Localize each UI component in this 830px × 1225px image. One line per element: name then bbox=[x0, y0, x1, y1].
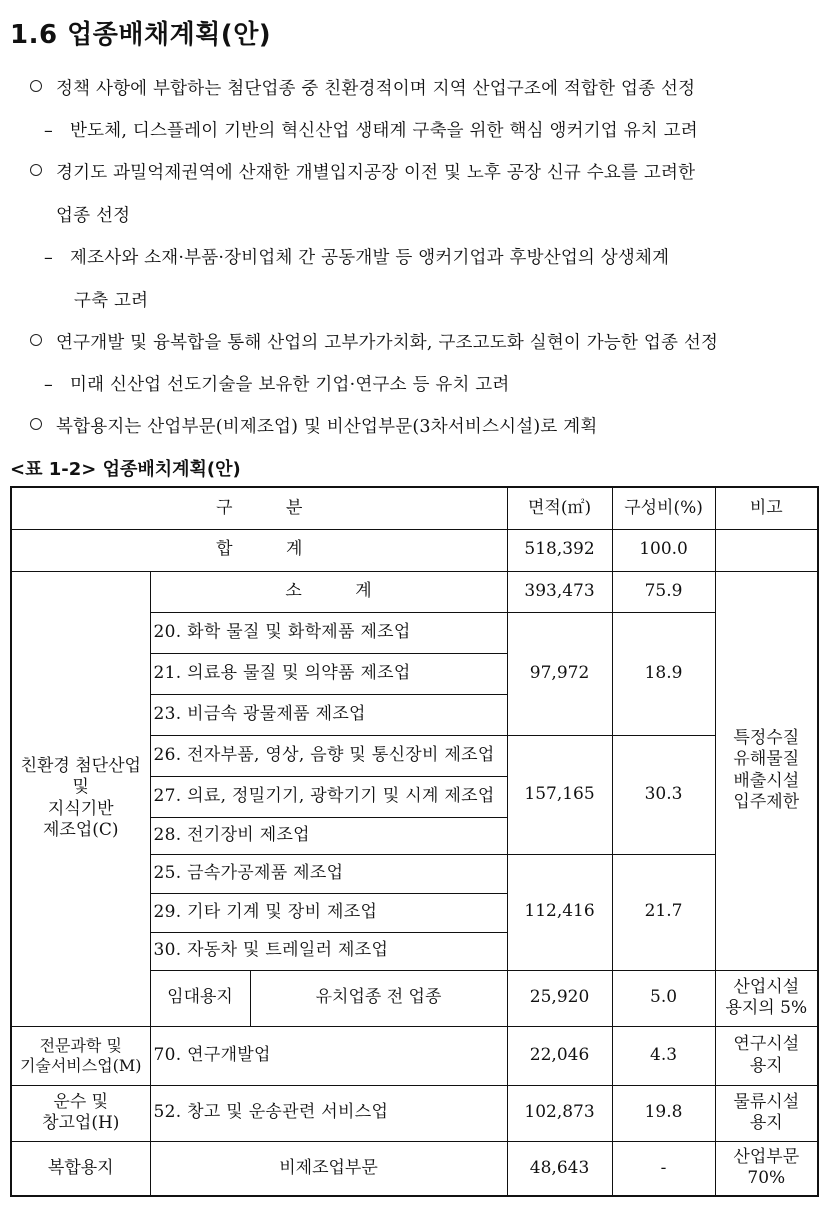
group-m-ratio: 4.3 bbox=[612, 1026, 715, 1085]
mixed-label: 복합용지 bbox=[11, 1141, 150, 1196]
group-m-row bbox=[11, 1026, 818, 1085]
lease-desc: 유치업종 전 업종 bbox=[250, 970, 507, 1026]
paragraph-1: 정책 사항에 부합하는 첨단업종 중 친환경적이며 지역 산업구조에 적합한 업종 선정 bbox=[30, 75, 695, 100]
industry-plan-table bbox=[10, 486, 819, 1197]
header-category: 구 분 bbox=[11, 487, 507, 529]
mixed-note: 산업부문 70% bbox=[715, 1141, 818, 1196]
paragraph-3: 경기도 과밀억제권역에 산재한 개별입지공장 이전 및 노후 공장 신규 수요를 고려한 bbox=[30, 159, 695, 184]
circle-bullet-icon bbox=[30, 334, 42, 346]
block-3-ratio: 21.7 bbox=[612, 854, 715, 970]
group-h-ratio: 19.8 bbox=[612, 1085, 715, 1141]
subtotal-label: 소 계 bbox=[150, 571, 507, 612]
industry-item: 29. 기타 기계 및 장비 제조업 bbox=[150, 893, 507, 932]
mixed-item: 비제조업부문 bbox=[150, 1141, 507, 1196]
lease-ratio: 5.0 bbox=[612, 970, 715, 1026]
industry-item: 30. 자동차 및 트레일러 제조업 bbox=[150, 932, 507, 970]
industry-item: 20. 화학 물질 및 화학제품 제조업 bbox=[150, 612, 507, 653]
header-note: 비고 bbox=[715, 487, 818, 529]
table-caption: <표 1-2> 업종배치계획(안) bbox=[10, 459, 241, 480]
subtotal-ratio: 75.9 bbox=[612, 571, 715, 612]
circle-bullet-icon bbox=[30, 418, 42, 430]
group-m-area: 22,046 bbox=[507, 1026, 612, 1085]
total-note bbox=[715, 529, 818, 571]
paragraph-5: 연구개발 및 융복합을 통해 산업의 고부가가치화, 구조고도화 실현이 가능한 업종 선정 bbox=[30, 329, 718, 354]
industry-item: 28. 전기장비 제조업 bbox=[150, 817, 507, 854]
industry-item: 21. 의료용 물질 및 의약품 제조업 bbox=[150, 653, 507, 694]
mixed-ratio: - bbox=[612, 1141, 715, 1196]
subtotal-area: 393,473 bbox=[507, 571, 612, 612]
group-h-label: 운수 및 창고업(H) bbox=[11, 1085, 150, 1141]
group-m-item: 70. 연구개발업 bbox=[150, 1026, 507, 1085]
industry-item: 25. 금속가공제품 제조업 bbox=[150, 854, 507, 893]
group-c-note: 특정수질 유해물질 배출시설 입주제한 bbox=[715, 571, 818, 970]
section-heading: 1.6 업종배채계획(안) bbox=[10, 20, 272, 50]
total-label: 합 계 bbox=[11, 529, 507, 571]
group-h-item: 52. 창고 및 운송관련 서비스업 bbox=[150, 1085, 507, 1141]
industry-item: 26. 전자부품, 영상, 음향 및 통신장비 제조업 bbox=[150, 735, 507, 776]
lease-note: 산업시설 용지의 5% bbox=[715, 970, 818, 1026]
circle-bullet-icon bbox=[30, 80, 42, 92]
mixed-area: 48,643 bbox=[507, 1141, 612, 1196]
table-header-row bbox=[11, 487, 818, 529]
total-ratio: 100.0 bbox=[612, 529, 715, 571]
industry-item: 27. 의료, 정밀기기, 광학기기 및 시계 제조업 bbox=[150, 776, 507, 817]
block-1-ratio: 18.9 bbox=[612, 612, 715, 735]
paragraph-7: 복합용지는 산업부문(비제조업) 및 비산업부문(3차서비스시설)로 계획 bbox=[30, 413, 597, 438]
subtotal-row bbox=[11, 571, 818, 612]
lease-label: 임대용지 bbox=[150, 970, 250, 1026]
header-area: 면적(㎡) bbox=[507, 487, 612, 529]
group-m-label: 전문과학 및 기술서비스업(M) bbox=[11, 1026, 150, 1085]
paragraph-2: – 반도체, 디스플레이 기반의 혁신산업 생태계 구축을 위한 핵심 앵커기업 유치 고려 bbox=[44, 121, 698, 141]
group-h-row bbox=[11, 1085, 818, 1141]
total-row bbox=[11, 529, 818, 571]
mixed-row bbox=[11, 1141, 818, 1196]
block-3-area: 112,416 bbox=[507, 854, 612, 970]
paragraph-3-cont: 업종 선정 bbox=[56, 206, 131, 226]
group-c-label: 친환경 첨단산업 및 지식기반 제조업(C) bbox=[11, 571, 150, 1026]
lease-area: 25,920 bbox=[507, 970, 612, 1026]
total-area: 518,392 bbox=[507, 529, 612, 571]
circle-bullet-icon bbox=[30, 164, 42, 176]
block-1-area: 97,972 bbox=[507, 612, 612, 735]
industry-item: 23. 비금속 광물제품 제조업 bbox=[150, 694, 507, 735]
block-2-area: 157,165 bbox=[507, 735, 612, 854]
header-ratio: 구성비(%) bbox=[612, 487, 715, 529]
paragraph-4-cont: 구축 고려 bbox=[74, 291, 149, 311]
block-2-ratio: 30.3 bbox=[612, 735, 715, 854]
group-h-note: 물류시설 용지 bbox=[715, 1085, 818, 1141]
paragraph-6: – 미래 신산업 선도기술을 보유한 기업·연구소 등 유치 고려 bbox=[44, 375, 510, 395]
paragraph-4: – 제조사와 소재·부품·장비업체 간 공동개발 등 앵커기업과 후방산업의 상생체계 bbox=[44, 248, 670, 268]
group-m-note: 연구시설 용지 bbox=[715, 1026, 818, 1085]
group-h-area: 102,873 bbox=[507, 1085, 612, 1141]
